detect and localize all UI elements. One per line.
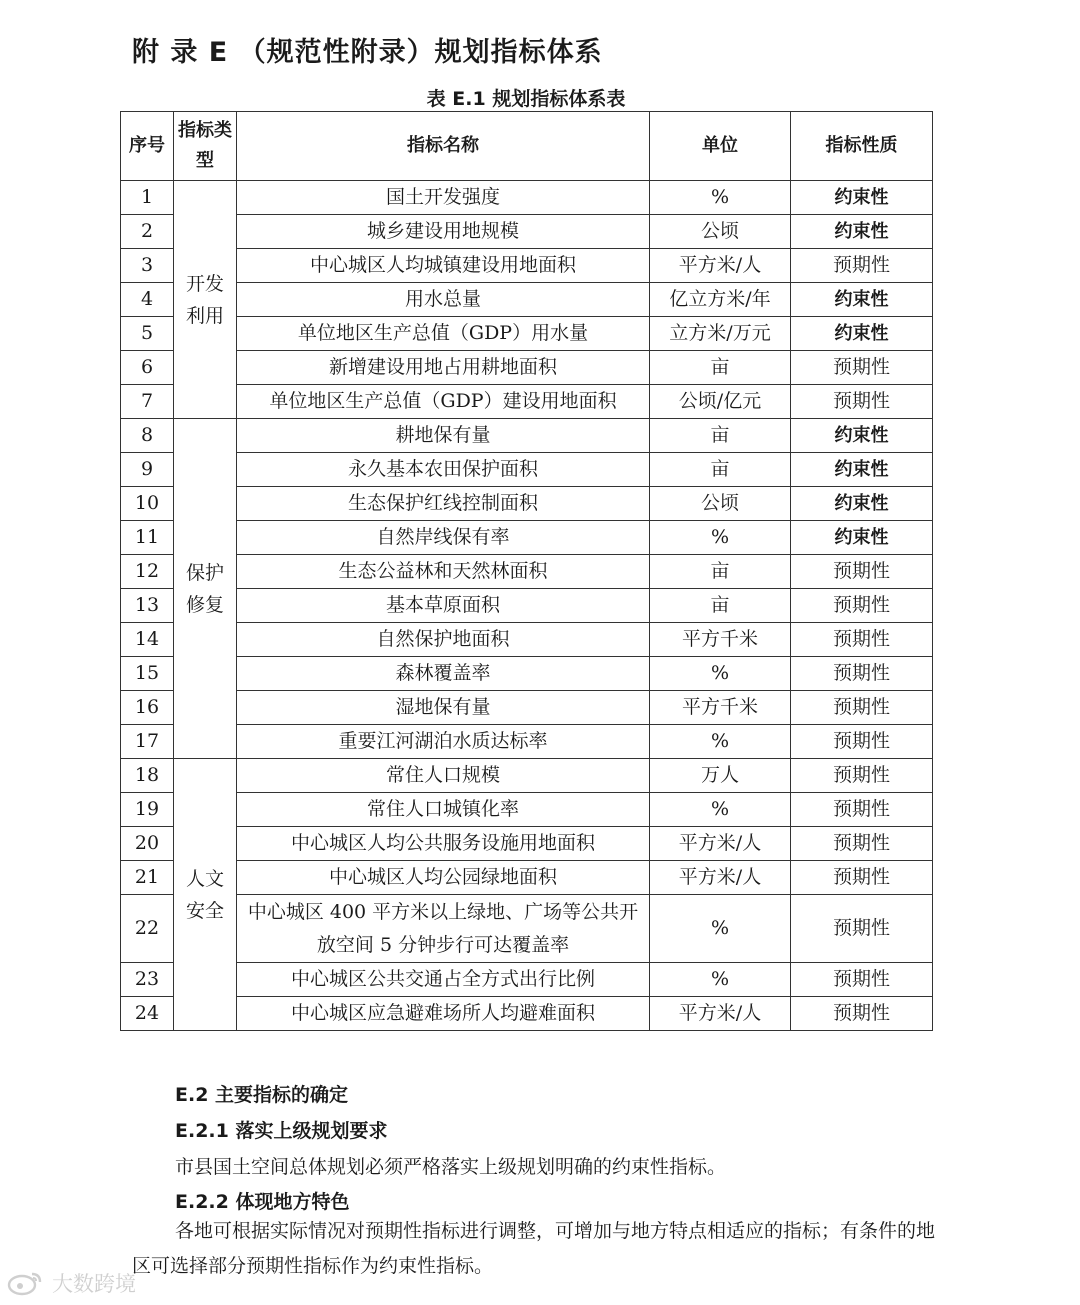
category-cell: 开发 利用: [174, 181, 237, 419]
table-row: [121, 215, 933, 249]
row-unit: %: [650, 793, 791, 827]
appendix-title: 附 录 E （规范性附录）规划指标体系: [132, 37, 603, 68]
row-indicator-name: 常住人口规模: [237, 759, 650, 793]
row-indicator-name: 湿地保有量: [237, 691, 650, 725]
table-row: [121, 283, 933, 317]
row-seq: 11: [121, 521, 174, 555]
row-seq: 16: [121, 691, 174, 725]
row-seq: 12: [121, 555, 174, 589]
table-row: [121, 963, 933, 997]
header-seq: 序号: [121, 112, 174, 181]
row-seq: 6: [121, 351, 174, 385]
row-nature: 约束性: [791, 317, 933, 351]
row-nature: 预期性: [791, 657, 933, 691]
table-row: [121, 249, 933, 283]
row-unit: %: [650, 963, 791, 997]
header-nature: 指标性质: [791, 112, 933, 181]
row-nature: 预期性: [791, 691, 933, 725]
row-unit: 平方米/人: [650, 861, 791, 895]
row-unit: 公顷/亿元: [650, 385, 791, 419]
section-e21-text: 市县国土空间总体规划必须严格落实上级规划明确的约束性指标。: [175, 1156, 727, 1178]
row-indicator-name: 中心城区人均公园绿地面积: [237, 861, 650, 895]
row-seq: 7: [121, 385, 174, 419]
weibo-logo-icon: [6, 1270, 46, 1296]
row-seq: 23: [121, 963, 174, 997]
row-indicator-name: 单位地区生产总值（GDP）建设用地面积: [237, 385, 650, 419]
table-row: [121, 521, 933, 555]
table-row: [121, 997, 933, 1031]
row-unit: 亩: [650, 555, 791, 589]
row-unit: %: [650, 657, 791, 691]
row-seq: 1: [121, 181, 174, 215]
row-nature: 约束性: [791, 487, 933, 521]
header-type: 指标类型: [174, 112, 237, 181]
table-row: [121, 181, 933, 215]
row-indicator-name: 重要江河湖泊水质达标率: [237, 725, 650, 759]
table-row: [121, 827, 933, 861]
table-row: [121, 317, 933, 351]
row-seq: 15: [121, 657, 174, 691]
row-nature: 预期性: [791, 351, 933, 385]
row-indicator-name: 永久基本农田保护面积: [237, 453, 650, 487]
row-unit: 万人: [650, 759, 791, 793]
table-row: [121, 385, 933, 419]
row-unit: 公顷: [650, 215, 791, 249]
row-nature: 预期性: [791, 759, 933, 793]
row-indicator-name: 中心城区 400 平方米以上绿地、广场等公共开放空间 5 分钟步行可达覆盖率: [237, 895, 650, 963]
row-seq: 19: [121, 793, 174, 827]
header-name: 指标名称: [237, 112, 650, 181]
row-nature: 预期性: [791, 793, 933, 827]
row-indicator-name: 自然岸线保有率: [237, 521, 650, 555]
section-e2-heading: E.2 主要指标的确定: [175, 1084, 349, 1106]
row-indicator-name: 中心城区人均城镇建设用地面积: [237, 249, 650, 283]
category-cell: 保护 修复: [174, 419, 237, 759]
row-seq: 13: [121, 589, 174, 623]
section-e22-heading: E.2.2 体现地方特色: [175, 1191, 350, 1213]
row-nature: 预期性: [791, 861, 933, 895]
table-row: [121, 691, 933, 725]
row-indicator-name: 中心城区应急避难场所人均避难面积: [237, 997, 650, 1031]
row-unit: %: [650, 725, 791, 759]
table-row: [121, 623, 933, 657]
table-body: [121, 181, 933, 1031]
watermark-text: 大数跨境: [52, 1272, 136, 1296]
row-nature: 预期性: [791, 589, 933, 623]
row-unit: 亩: [650, 419, 791, 453]
row-unit: %: [650, 895, 791, 963]
table-header-row: [121, 112, 933, 181]
row-unit: 平方千米: [650, 691, 791, 725]
table-caption: 表 E.1 规划指标体系表: [426, 88, 626, 110]
table-row: [121, 487, 933, 521]
table-row: [121, 589, 933, 623]
row-nature: 约束性: [791, 283, 933, 317]
row-nature: 约束性: [791, 181, 933, 215]
row-unit: 公顷: [650, 487, 791, 521]
row-indicator-name: 耕地保有量: [237, 419, 650, 453]
table-row: [121, 555, 933, 589]
row-seq: 3: [121, 249, 174, 283]
row-unit: 亩: [650, 589, 791, 623]
table-row: [121, 725, 933, 759]
row-seq: 21: [121, 861, 174, 895]
indicator-table: [120, 111, 933, 1031]
row-nature: 预期性: [791, 827, 933, 861]
row-nature: 预期性: [791, 623, 933, 657]
row-nature: 预期性: [791, 725, 933, 759]
row-nature: 约束性: [791, 521, 933, 555]
table-row: [121, 861, 933, 895]
table-row: [121, 351, 933, 385]
row-indicator-name: 生态保护红线控制面积: [237, 487, 650, 521]
table-row: [121, 453, 933, 487]
row-indicator-name: 用水总量: [237, 283, 650, 317]
row-indicator-name: 中心城区公共交通占全方式出行比例: [237, 963, 650, 997]
row-unit: 平方米/人: [650, 827, 791, 861]
table-row: [121, 793, 933, 827]
row-indicator-name: 基本草原面积: [237, 589, 650, 623]
row-unit: 平方千米: [650, 623, 791, 657]
table-row: [121, 419, 933, 453]
row-nature: 预期性: [791, 555, 933, 589]
row-nature: 约束性: [791, 419, 933, 453]
row-seq: 8: [121, 419, 174, 453]
watermark: [6, 1268, 136, 1298]
row-indicator-name: 自然保护地面积: [237, 623, 650, 657]
row-seq: 22: [121, 895, 174, 963]
row-indicator-name: 生态公益林和天然林面积: [237, 555, 650, 589]
category-cell: 人文 安全: [174, 759, 237, 1031]
row-nature: 预期性: [791, 249, 933, 283]
row-seq: 9: [121, 453, 174, 487]
row-nature: 预期性: [791, 895, 933, 963]
row-seq: 2: [121, 215, 174, 249]
row-seq: 17: [121, 725, 174, 759]
row-nature: 约束性: [791, 215, 933, 249]
row-indicator-name: 城乡建设用地规模: [237, 215, 650, 249]
row-seq: 10: [121, 487, 174, 521]
row-unit: 立方米/万元: [650, 317, 791, 351]
row-indicator-name: 常住人口城镇化率: [237, 793, 650, 827]
row-seq: 18: [121, 759, 174, 793]
row-indicator-name: 新增建设用地占用耕地面积: [237, 351, 650, 385]
row-unit: 亩: [650, 351, 791, 385]
row-seq: 20: [121, 827, 174, 861]
row-seq: 14: [121, 623, 174, 657]
row-seq: 5: [121, 317, 174, 351]
row-seq: 24: [121, 997, 174, 1031]
section-e21-heading: E.2.1 落实上级规划要求: [175, 1120, 388, 1142]
row-unit: 亩: [650, 453, 791, 487]
row-unit: %: [650, 181, 791, 215]
row-seq: 4: [121, 283, 174, 317]
row-indicator-name: 国土开发强度: [237, 181, 650, 215]
row-nature: 预期性: [791, 963, 933, 997]
row-nature: 约束性: [791, 453, 933, 487]
table-row: [121, 895, 933, 963]
section-e22-text: 各地可根据实际情况对预期性指标进行调整，可增加与地方特点相适应的指标；有条件的地区可选择部分预期性指标作为约束性指标。: [132, 1220, 936, 1277]
table-row: [121, 657, 933, 691]
row-unit: 平方米/人: [650, 249, 791, 283]
row-unit: 平方米/人: [650, 997, 791, 1031]
row-indicator-name: 中心城区人均公共服务设施用地面积: [237, 827, 650, 861]
row-nature: 预期性: [791, 997, 933, 1031]
row-nature: 预期性: [791, 385, 933, 419]
row-unit: %: [650, 521, 791, 555]
row-indicator-name: 单位地区生产总值（GDP）用水量: [237, 317, 650, 351]
row-unit: 亿立方米/年: [650, 283, 791, 317]
table-row: [121, 759, 933, 793]
header-unit: 单位: [650, 112, 791, 181]
row-indicator-name: 森林覆盖率: [237, 657, 650, 691]
